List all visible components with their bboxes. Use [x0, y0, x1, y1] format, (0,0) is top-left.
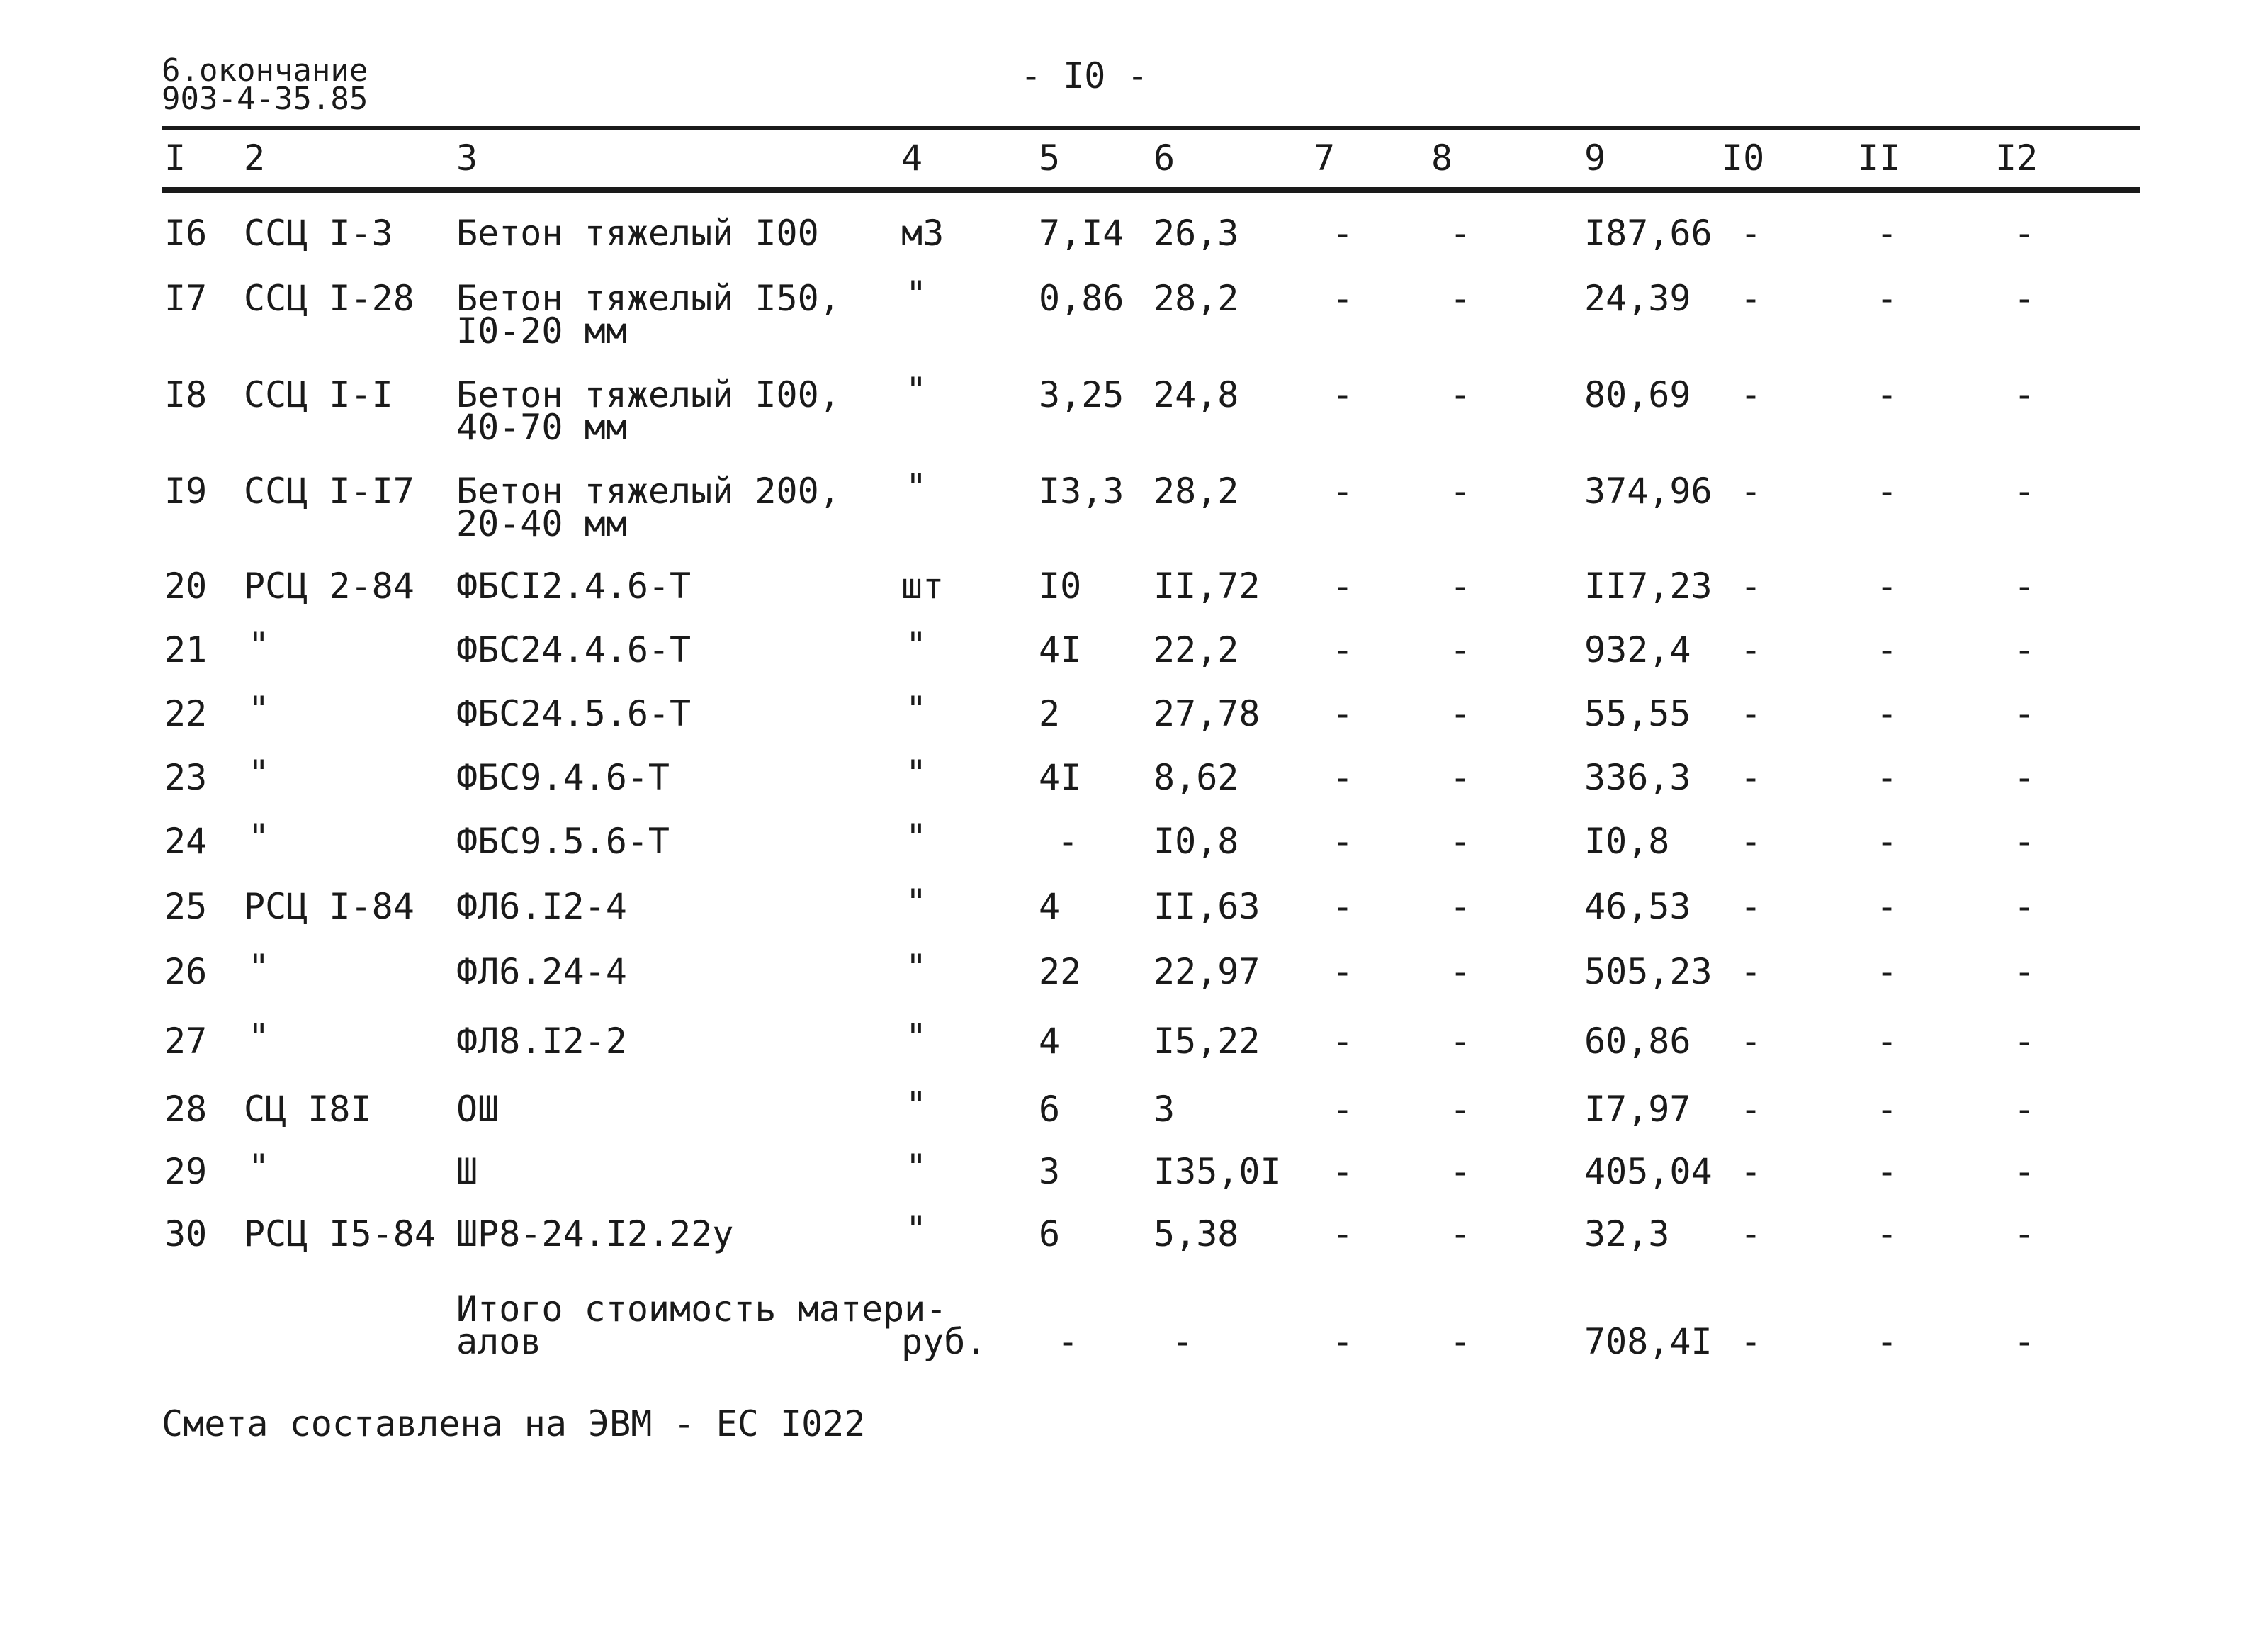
row-number: I8: [164, 374, 208, 415]
col-12: -: [2014, 951, 2036, 992]
col-8: -: [1450, 1089, 1472, 1130]
col-12: -: [2014, 566, 2036, 607]
col-7: -: [1332, 629, 1354, 670]
unit-price: 8,62: [1153, 757, 1239, 798]
unit-price: 3: [1153, 1089, 1175, 1130]
column-header-9: 9: [1584, 137, 1606, 179]
total-cost: 374,96: [1584, 471, 1713, 512]
col-7: -: [1332, 213, 1354, 254]
col-11: -: [1876, 1213, 1898, 1254]
col-7: -: [1332, 821, 1354, 862]
material-name: ФБС9.4.6-Т: [456, 757, 670, 798]
col-12: -: [2014, 1213, 2036, 1254]
col-10: -: [1740, 1213, 1762, 1254]
unit: ": [905, 1084, 927, 1125]
col-11: -: [1876, 278, 1898, 319]
total-cost: I7,97: [1584, 1089, 1691, 1130]
col-7: -: [1332, 1213, 1354, 1254]
unit: ": [905, 947, 927, 988]
column-header-2: 2: [244, 137, 266, 179]
row-number: 24: [164, 821, 208, 862]
total-cost: II7,23: [1584, 566, 1713, 607]
material-name: ФБС24.4.6-Т: [456, 629, 692, 670]
material-name-line-2: 40-70 мм: [456, 407, 627, 448]
column-header-11: II: [1858, 137, 1901, 179]
col-11: -: [1876, 1021, 1898, 1062]
column-header-6: 6: [1153, 137, 1175, 179]
material-name-line-2: 20-40 мм: [456, 503, 627, 544]
quantity: 4I: [1039, 757, 1082, 798]
material-name: Бетон тяжелый 200,: [456, 471, 840, 512]
col-8: -: [1450, 566, 1472, 607]
material-name: Бетон тяжелый I00: [456, 213, 819, 254]
col-12: -: [2014, 886, 2036, 927]
material-name: ФЛ6.24-4: [456, 951, 627, 992]
col-11: -: [1876, 1151, 1898, 1192]
col-10: -: [1740, 471, 1762, 512]
row-number: I9: [164, 471, 208, 512]
col-11: -: [1876, 951, 1898, 992]
col-10: -: [1740, 1151, 1762, 1192]
col-10: -: [1740, 757, 1762, 798]
col-12: -: [2014, 471, 2036, 512]
material-name-line-2: I0-20 мм: [456, 310, 627, 352]
unit: ": [905, 466, 927, 507]
col-10: -: [1740, 629, 1762, 670]
total-cost: 24,39: [1584, 278, 1691, 319]
col-7: -: [1332, 1021, 1354, 1062]
quantity: 7,I4: [1039, 213, 1124, 254]
col-10: -: [1740, 374, 1762, 415]
unit: м3: [901, 213, 944, 254]
col-10: -: [1740, 213, 1762, 254]
row-number: 21: [164, 629, 208, 670]
col-12: -: [2014, 757, 2036, 798]
price-code: ": [248, 753, 270, 794]
total-cost: I0,8: [1584, 821, 1670, 862]
unit: шт: [901, 566, 944, 607]
col-8: -: [1450, 629, 1472, 670]
unit-price: II,72: [1153, 566, 1260, 607]
col-12: -: [2014, 1151, 2036, 1192]
unit-price: -: [1172, 1321, 1194, 1362]
col-8: -: [1450, 886, 1472, 927]
col-12: -: [2014, 374, 2036, 415]
unit-price: 5,38: [1153, 1213, 1239, 1254]
col-8: -: [1450, 1321, 1472, 1362]
col-10: -: [1740, 1089, 1762, 1130]
col-11: -: [1876, 566, 1898, 607]
unit: ": [905, 882, 927, 923]
unit: ": [905, 753, 927, 794]
col-12: -: [2014, 693, 2036, 734]
column-header-1: I: [164, 137, 186, 179]
quantity: 4I: [1039, 629, 1082, 670]
col-10: -: [1740, 821, 1762, 862]
col-10: -: [1740, 278, 1762, 319]
col-12: -: [2014, 213, 2036, 254]
col-8: -: [1450, 1021, 1472, 1062]
col-7: -: [1332, 951, 1354, 992]
price-code: РСЦ 2-84: [244, 566, 414, 607]
continuation-label: 6.окончание: [162, 52, 368, 89]
unit: ": [905, 816, 927, 858]
row-number: I7: [164, 278, 208, 319]
unit-price: 26,3: [1153, 213, 1239, 254]
row-number: 30: [164, 1213, 208, 1254]
material-name: ШР8-24.I2.22у: [456, 1213, 734, 1254]
col-7: -: [1332, 278, 1354, 319]
col-7: -: [1332, 1151, 1354, 1192]
price-code: ССЦ I-3: [244, 213, 393, 254]
page-number: - I0 -: [1020, 55, 1149, 96]
row-number: I6: [164, 213, 208, 254]
row-number: 22: [164, 693, 208, 734]
quantity: 2: [1039, 693, 1061, 734]
header-bottom-rule: [162, 187, 2140, 193]
unit-price: II,63: [1153, 886, 1260, 927]
column-header-8: 8: [1431, 137, 1453, 179]
unit: ": [905, 689, 927, 730]
row-number: 29: [164, 1151, 208, 1192]
quantity: 22: [1039, 951, 1082, 992]
material-name: Ш: [456, 1151, 478, 1192]
col-11: -: [1876, 471, 1898, 512]
total-cost: 46,53: [1584, 886, 1691, 927]
total-cost: 405,04: [1584, 1151, 1713, 1192]
total-cost: 60,86: [1584, 1021, 1691, 1062]
quantity: 6: [1039, 1089, 1061, 1130]
col-7: -: [1332, 693, 1354, 734]
col-10: -: [1740, 693, 1762, 734]
price-code: ССЦ I-I7: [244, 471, 414, 512]
col-11: -: [1876, 1089, 1898, 1130]
total-cost: 505,23: [1584, 951, 1713, 992]
footer-note: Смета составлена на ЭВМ - ЕС I022: [162, 1403, 866, 1444]
material-name: ФБС24.5.6-Т: [456, 693, 692, 734]
row-number: 20: [164, 566, 208, 607]
unit: ": [905, 1147, 927, 1188]
unit: ": [905, 274, 927, 315]
material-name: ФЛ8.I2-2: [456, 1021, 627, 1062]
col-8: -: [1450, 1213, 1472, 1254]
row-number: 25: [164, 886, 208, 927]
price-code: ": [248, 625, 270, 666]
col-8: -: [1450, 213, 1472, 254]
row-number: 23: [164, 757, 208, 798]
col-7: -: [1332, 471, 1354, 512]
col-11: -: [1876, 693, 1898, 734]
price-code: ": [248, 689, 270, 730]
material-name-line-2: алов: [456, 1321, 542, 1362]
col-8: -: [1450, 821, 1472, 862]
material-name: ОШ: [456, 1089, 500, 1130]
col-8: -: [1450, 951, 1472, 992]
column-header-10: I0: [1722, 137, 1765, 179]
col-8: -: [1450, 471, 1472, 512]
quantity: 6: [1039, 1213, 1061, 1254]
unit: ": [905, 1016, 927, 1057]
col-8: -: [1450, 693, 1472, 734]
col-10: -: [1740, 951, 1762, 992]
col-10: -: [1740, 886, 1762, 927]
unit-price: 28,2: [1153, 278, 1239, 319]
col-7: -: [1332, 1089, 1354, 1130]
material-name: ФБСI2.4.6-Т: [456, 566, 692, 607]
price-code: ": [248, 1016, 270, 1057]
price-code: ": [248, 1147, 270, 1188]
material-name: ФЛ6.I2-4: [456, 886, 627, 927]
col-11: -: [1876, 629, 1898, 670]
col-7: -: [1332, 566, 1354, 607]
column-header-4: 4: [901, 137, 923, 179]
col-12: -: [2014, 1089, 2036, 1130]
project-code: 903-4-35.85: [162, 81, 368, 117]
unit-price: I5,22: [1153, 1021, 1260, 1062]
material-name: Бетон тяжелый I00,: [456, 374, 840, 415]
col-7: -: [1332, 886, 1354, 927]
price-code: СЦ I8I: [244, 1089, 372, 1130]
total-cost: 55,55: [1584, 693, 1691, 734]
unit-price: I0,8: [1153, 821, 1239, 862]
col-11: -: [1876, 213, 1898, 254]
col-11: -: [1876, 374, 1898, 415]
total-cost: 708,4I: [1584, 1321, 1713, 1362]
unit-price: 28,2: [1153, 471, 1239, 512]
col-11: -: [1876, 886, 1898, 927]
col-10: -: [1740, 566, 1762, 607]
col-8: -: [1450, 374, 1472, 415]
price-code: ": [248, 816, 270, 858]
column-header-5: 5: [1039, 137, 1061, 179]
price-code: ": [248, 947, 270, 988]
table-top-rule: [162, 126, 2140, 130]
col-12: -: [2014, 1021, 2036, 1062]
quantity: -: [1057, 821, 1079, 862]
unit: ": [905, 1209, 927, 1250]
col-10: -: [1740, 1321, 1762, 1362]
unit-price: 27,78: [1153, 693, 1260, 734]
row-number: 28: [164, 1089, 208, 1130]
col-12: -: [2014, 278, 2036, 319]
column-header-3: 3: [456, 137, 478, 179]
col-7: -: [1332, 1321, 1354, 1362]
quantity: 4: [1039, 886, 1061, 927]
quantity: 3,25: [1039, 374, 1124, 415]
total-cost: I87,66: [1584, 213, 1713, 254]
col-12: -: [2014, 821, 2036, 862]
col-7: -: [1332, 757, 1354, 798]
unit: руб.: [901, 1321, 987, 1362]
unit-price: 24,8: [1153, 374, 1239, 415]
row-number: 26: [164, 951, 208, 992]
column-header-7: 7: [1314, 137, 1336, 179]
unit-price: 22,2: [1153, 629, 1239, 670]
price-code: РСЦ I-84: [244, 886, 414, 927]
col-12: -: [2014, 629, 2036, 670]
column-header-12: I2: [1995, 137, 2038, 179]
price-code: РСЦ I5-84: [244, 1213, 436, 1254]
quantity: 4: [1039, 1021, 1061, 1062]
material-name: Итого стоимость матери-: [456, 1288, 947, 1330]
unit: ": [905, 625, 927, 666]
row-number: 27: [164, 1021, 208, 1062]
col-8: -: [1450, 1151, 1472, 1192]
price-code: ССЦ I-28: [244, 278, 414, 319]
document-code-block: [162, 52, 368, 117]
quantity: 0,86: [1039, 278, 1124, 319]
col-7: -: [1332, 374, 1354, 415]
total-cost: 932,4: [1584, 629, 1691, 670]
quantity: 3: [1039, 1151, 1061, 1192]
price-code: ССЦ I-I: [244, 374, 393, 415]
col-11: -: [1876, 821, 1898, 862]
col-11: -: [1876, 757, 1898, 798]
quantity: -: [1057, 1321, 1079, 1362]
col-11: -: [1876, 1321, 1898, 1362]
total-cost: 32,3: [1584, 1213, 1670, 1254]
material-name: ФБС9.5.6-Т: [456, 821, 670, 862]
total-cost: 80,69: [1584, 374, 1691, 415]
material-name: Бетон тяжелый I50,: [456, 278, 840, 319]
col-8: -: [1450, 278, 1472, 319]
col-8: -: [1450, 757, 1472, 798]
col-12: -: [2014, 1321, 2036, 1362]
quantity: I3,3: [1039, 471, 1124, 512]
unit-price: 22,97: [1153, 951, 1260, 992]
quantity: I0: [1039, 566, 1082, 607]
col-10: -: [1740, 1021, 1762, 1062]
unit: ": [905, 370, 927, 411]
total-cost: 336,3: [1584, 757, 1691, 798]
unit-price: I35,0I: [1153, 1151, 1282, 1192]
